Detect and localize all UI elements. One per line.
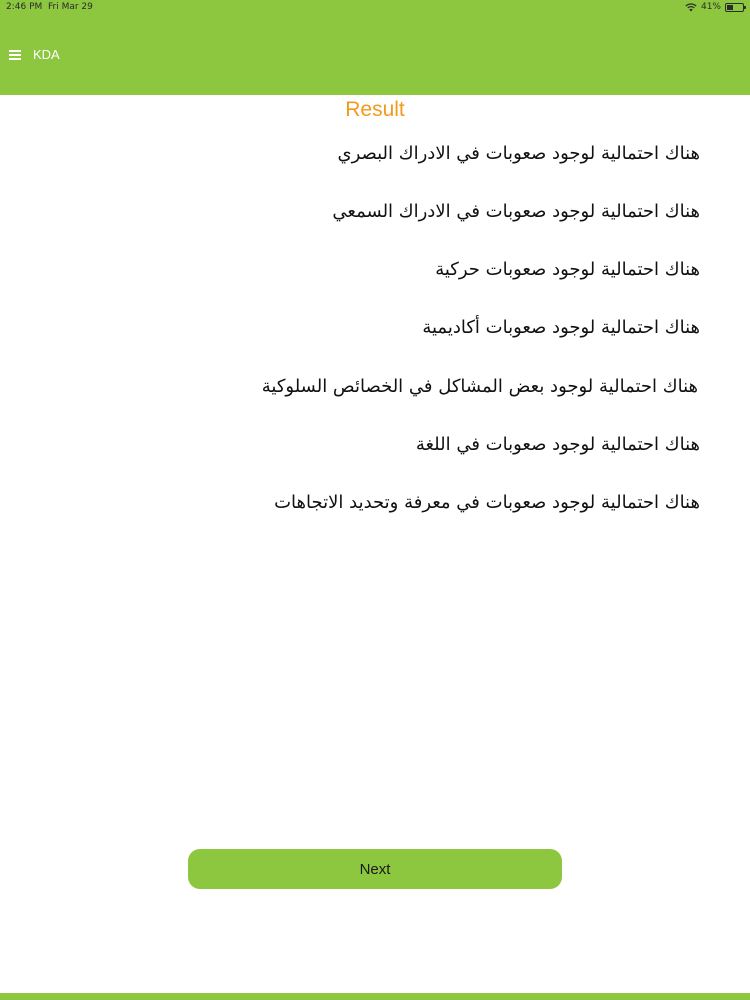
hamburger-menu-icon[interactable] bbox=[9, 50, 21, 60]
status-bar bbox=[0, 0, 750, 16]
result-item-visual-perception: هناك احتمالية لوجود صعوبات في الادراك البصري bbox=[337, 143, 700, 164]
result-item-language: هناك احتمالية لوجود صعوبات في اللغة bbox=[415, 434, 700, 455]
result-item-motor: هناك احتمالية لوجود صعوبات حركية bbox=[435, 259, 700, 280]
app-title: KDA bbox=[33, 47, 60, 62]
result-item-academic: هناك احتمالية لوجود صعوبات أكاديمية bbox=[422, 317, 700, 338]
battery-percent: 41% bbox=[700, 2, 721, 12]
battery-fill bbox=[727, 5, 733, 10]
result-heading: Result bbox=[345, 98, 405, 121]
status-date: Fri Mar 29 bbox=[48, 2, 93, 12]
app-header bbox=[0, 0, 750, 95]
wifi-icon bbox=[685, 3, 697, 12]
next-button[interactable]: Next bbox=[188, 849, 562, 889]
result-item-auditory-perception: هناك احتمالية لوجود صعوبات في الادراك السمعي bbox=[332, 201, 700, 222]
status-time: 2:46 PM bbox=[6, 2, 43, 12]
result-item-behavioral: هناك احتمالية لوجود بعض المشاكل في الخصائص السلوكية bbox=[261, 376, 698, 397]
status-indicators bbox=[685, 2, 744, 12]
battery-icon bbox=[725, 3, 744, 12]
result-item-directions: هناك احتمالية لوجود صعوبات في معرفة وتحديد الاتجاهات bbox=[274, 492, 700, 513]
bottom-strip bbox=[0, 993, 750, 1000]
